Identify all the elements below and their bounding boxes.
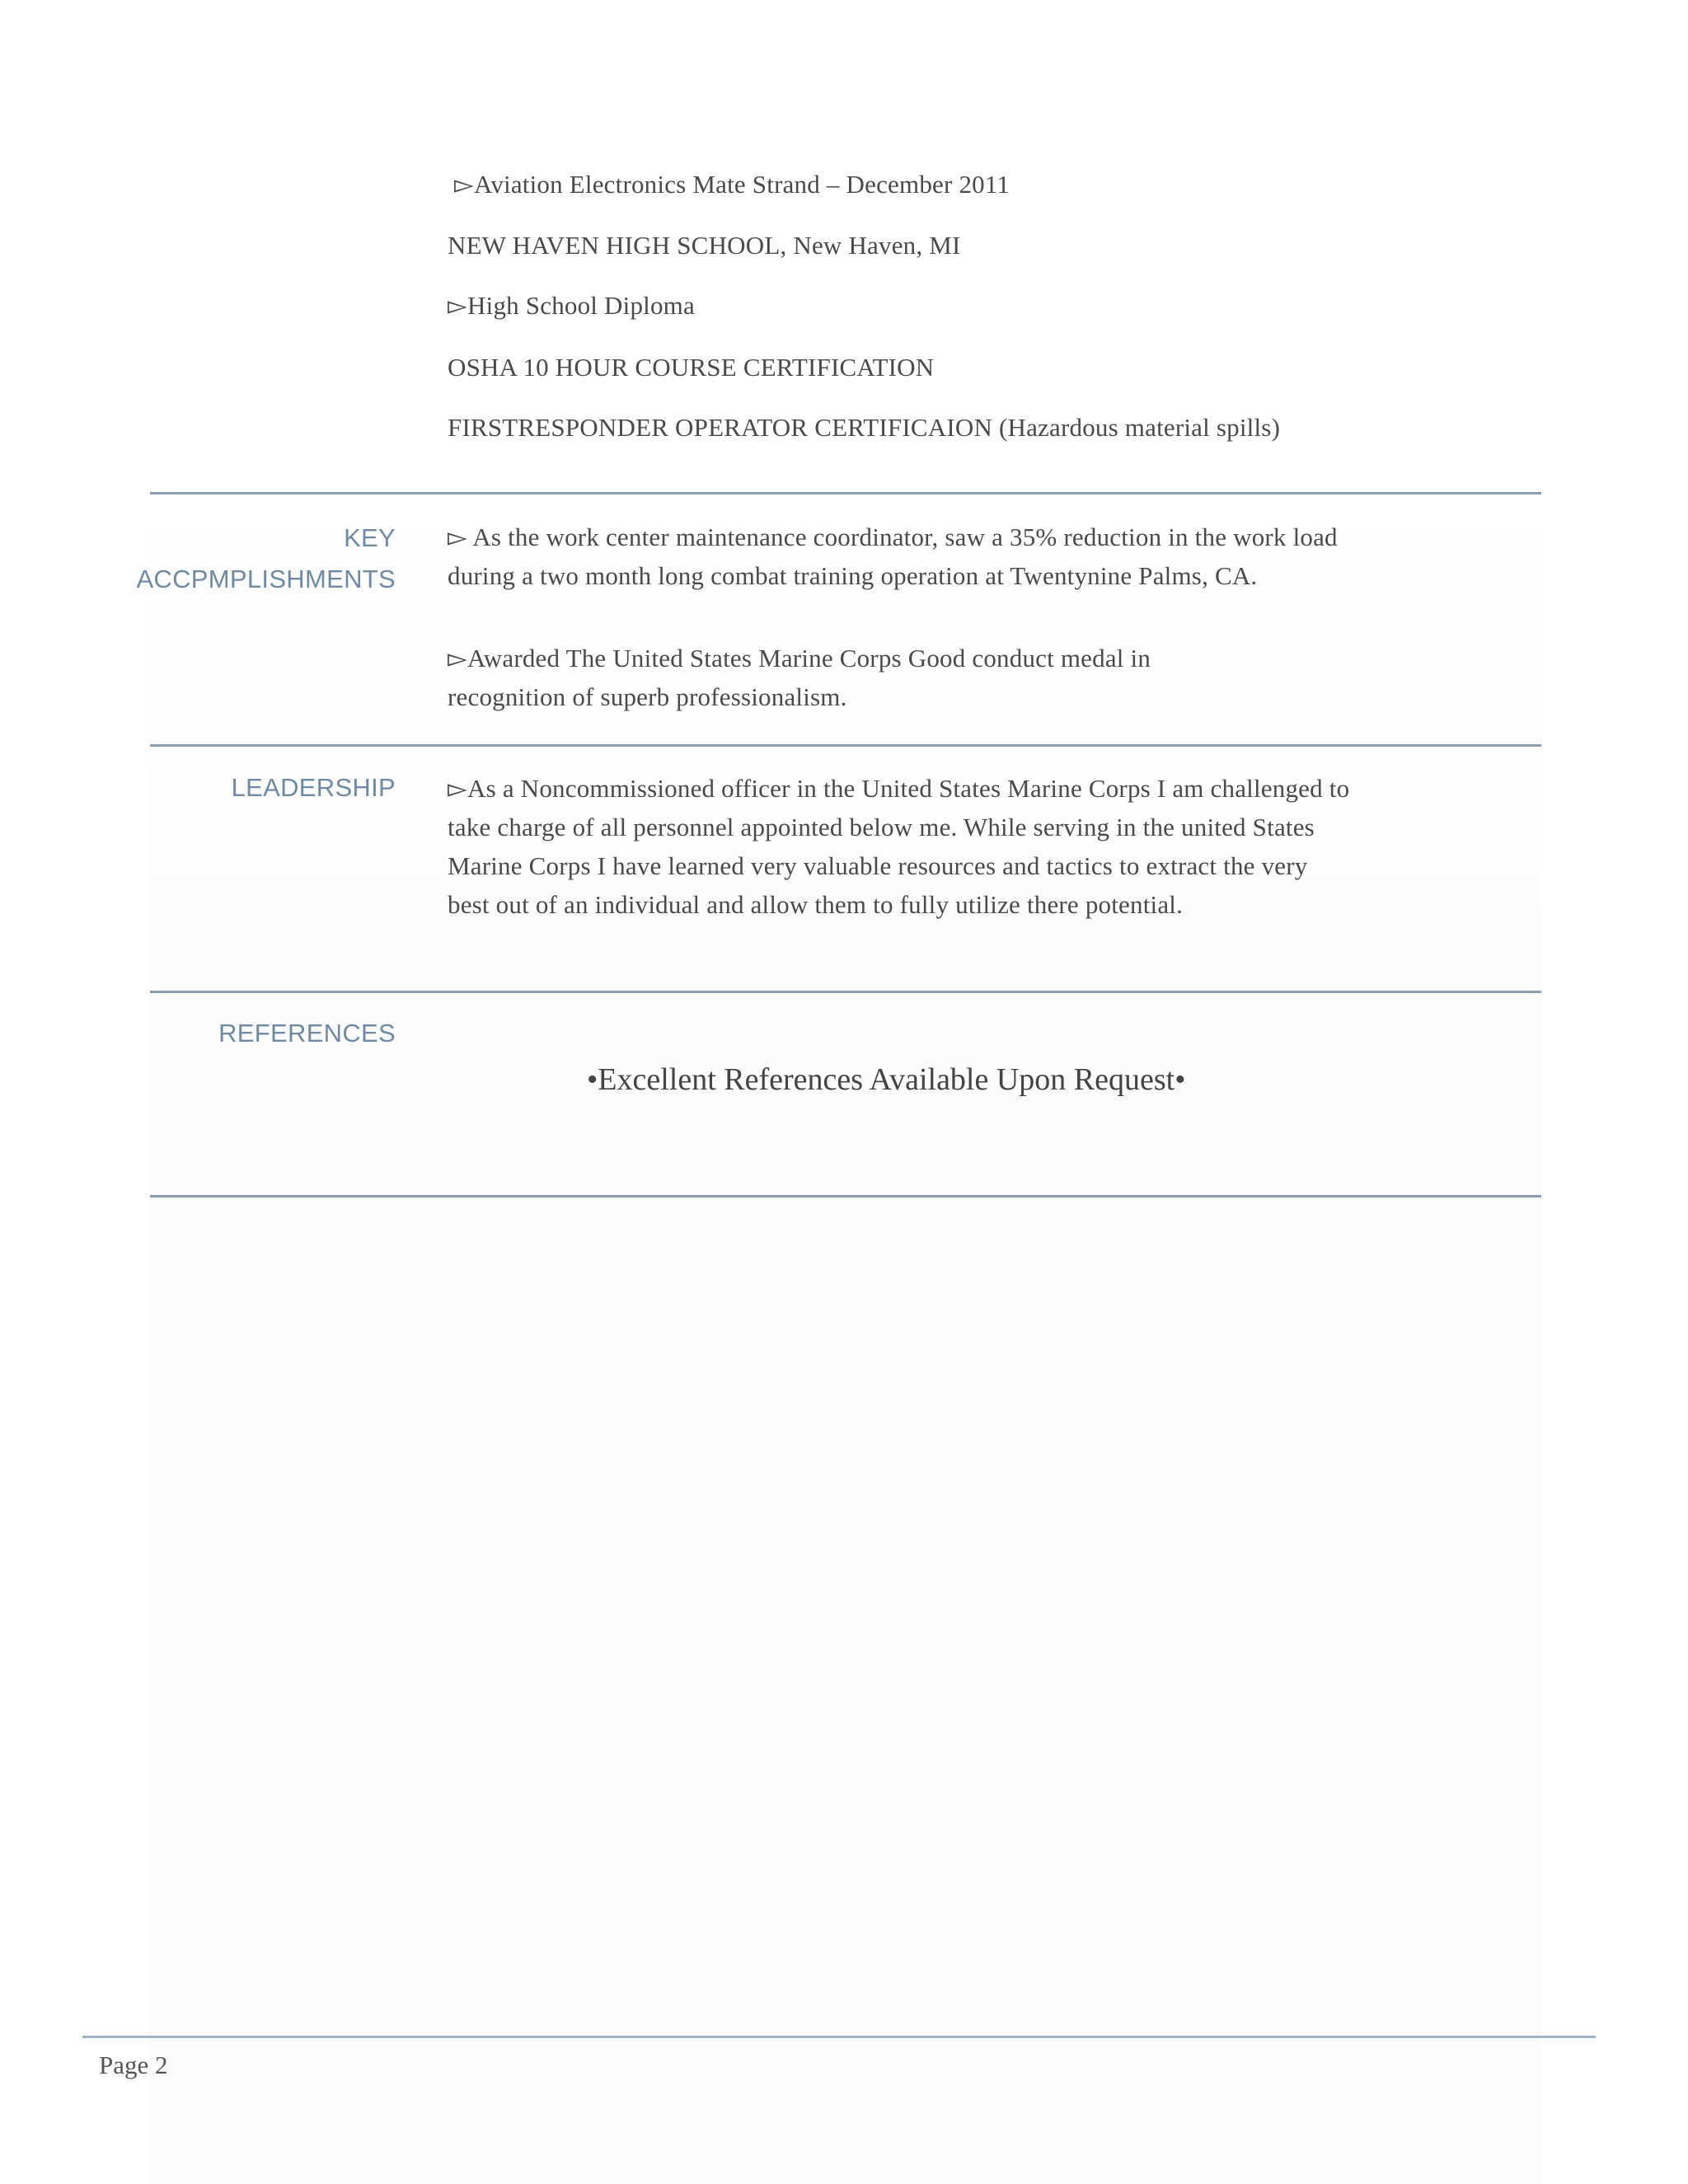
- education-high-school: NEW HAVEN HIGH SCHOOL, New Haven, MI: [448, 231, 961, 260]
- section-label-references: REFERENCES: [218, 1019, 396, 1047]
- accomplishment-item-1: ▻ As the work center maintenance coordinator, saw a 35% reduction in the work load during a two month long combat training operation at Twentynine Palms, CA.: [448, 523, 1338, 590]
- leadership-text: ▻As a Noncommissioned officer in the United States Marine Corps I am challenged to take charge of all personnel appointed below me. While serving in the united States Marine Corps I have learned very valuable resources and tactics to extract the very best out of an individual and allow them to fully utilize there potential.: [448, 774, 1350, 919]
- references-text: •Excellent References Available Upon Request•: [587, 1062, 1186, 1097]
- certification-osha: OSHA 10 HOUR COURSE CERTIFICATION: [448, 353, 935, 382]
- section-label-key: KEY: [344, 523, 396, 552]
- certification-first-responder: FIRSTRESPONDER OPERATOR CERTIFICAION (Hazardous material spills): [448, 413, 1281, 442]
- section-label-accomplishments: ACCPMPLISHMENTS: [136, 565, 396, 593]
- accomplishment-item-2: ▻Awarded The United States Marine Corps Good conduct medal in recognition of superb professionalism.: [448, 644, 1151, 711]
- section-divider: [150, 492, 1541, 494]
- education-high-school-item: ▻High School Diploma: [448, 291, 695, 320]
- footer-divider: [82, 2036, 1596, 2038]
- page-number: Page 2: [99, 2050, 168, 2079]
- section-divider: [150, 1195, 1541, 1197]
- section-label-leadership: LEADERSHIP: [231, 773, 396, 802]
- section-divider: [150, 744, 1541, 747]
- section-divider: [150, 991, 1541, 993]
- education-navy-item: ▻Aviation Electronics Mate Strand – December 2011: [454, 170, 1010, 199]
